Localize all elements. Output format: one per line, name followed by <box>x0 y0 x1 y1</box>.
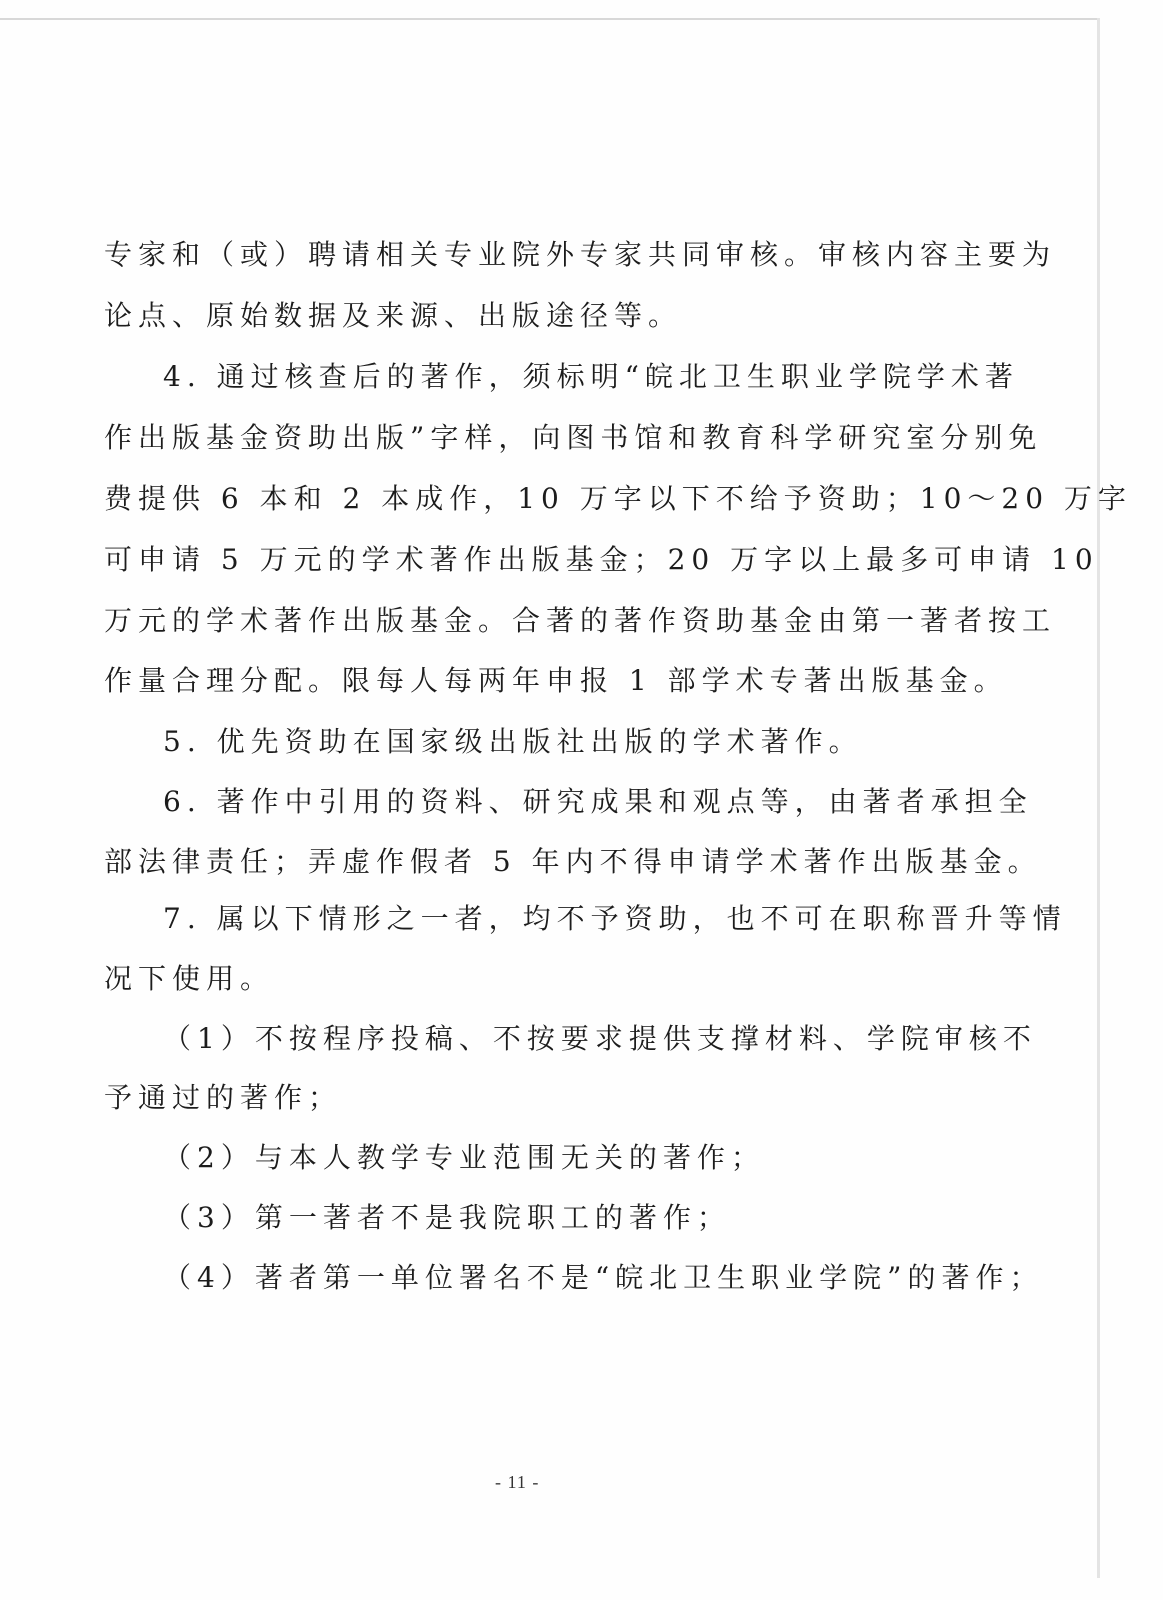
text-line: 作量合理分配。限每人每两年申报 1 部学术专著出版基金。 <box>104 664 1008 697</box>
text-line: （3）第一著者不是我院职工的著作； <box>163 1201 731 1234</box>
scan-edge-right <box>1097 18 1100 1578</box>
page-number: - 11 - <box>495 1472 540 1492</box>
text-line: 予通过的著作； <box>104 1081 343 1114</box>
text-line: 万元的学术著作出版基金。合著的著作资助基金由第一著者按工 <box>104 604 1057 637</box>
text-line: 专家和（或）聘请相关专业院外专家共同审核。审核内容主要为 <box>104 238 1057 271</box>
text-line: 7. 属以下情形之一者，均不予资助，也不可在职称晋升等情 <box>163 902 1067 935</box>
text-line: 作出版基金资助出版”字样，向图书馆和教育科学研究室分别免 <box>104 421 1043 454</box>
text-line: 况下使用。 <box>104 962 275 995</box>
text-line: 6. 著作中引用的资料、研究成果和观点等，由著者承担全 <box>163 785 1033 818</box>
text-line: （2）与本人教学专业范围无关的著作； <box>163 1141 765 1174</box>
text-line: 4. 通过核查后的著作，须标明“皖北卫生职业学院学术著 <box>163 360 1019 393</box>
text-line: 费提供 6 本和 2 本成作，10 万字以下不给予资助；10～20 万字 <box>104 482 1132 515</box>
scan-edge-top <box>0 18 1100 20</box>
text-line: 论点、原始数据及来源、出版途径等。 <box>104 299 683 332</box>
text-line: （1）不按程序投稿、不按要求提供支撑材料、学院审核不 <box>163 1022 1037 1055</box>
text-line: 部法律责任；弄虚作假者 5 年内不得申请学术著作出版基金。 <box>104 845 1042 878</box>
text-line: 可申请 5 万元的学术著作出版基金；20 万字以上最多可申请 10 <box>104 543 1099 576</box>
text-line: （4）著者第一单位署名不是“皖北卫生职业学院”的著作； <box>163 1261 1044 1294</box>
text-line: 5. 优先资助在国家级出版社出版的学术著作。 <box>163 725 863 758</box>
